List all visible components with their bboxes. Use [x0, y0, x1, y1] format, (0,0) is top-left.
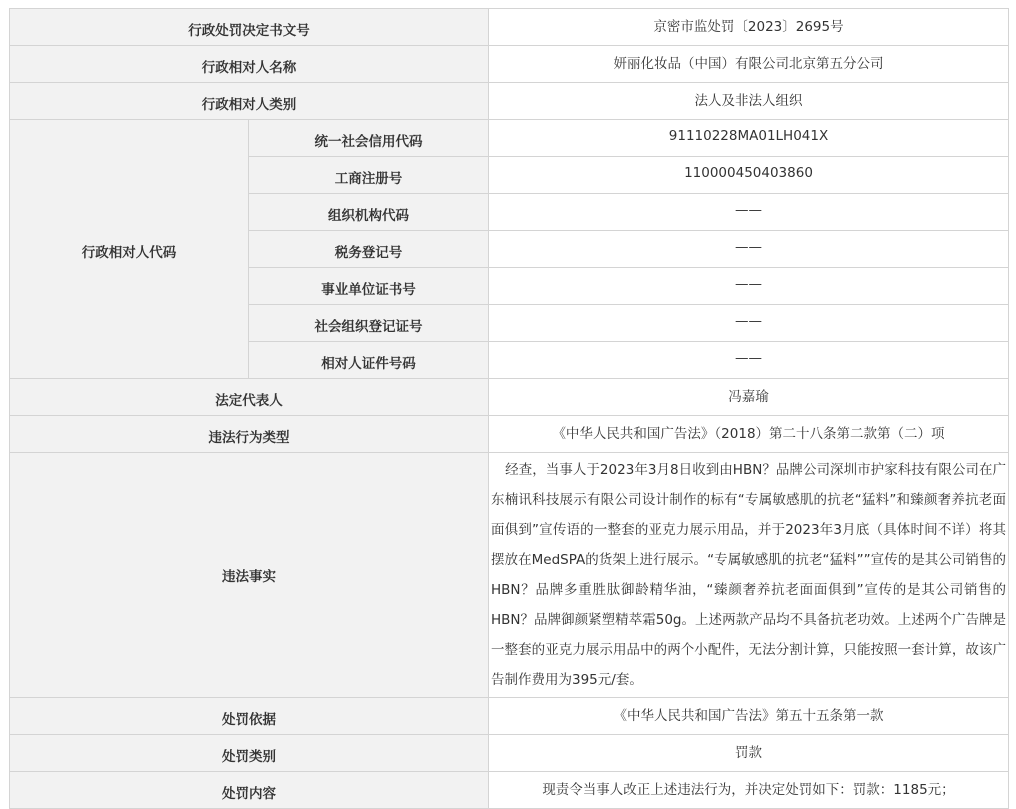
social-org-reg-no-value: —— [489, 305, 1009, 342]
credit-code-label: 统一社会信用代码 [249, 120, 489, 157]
party-type-label: 行政相对人类别 [10, 83, 489, 120]
row-violation-type [10, 416, 1009, 453]
org-code-value: —— [489, 194, 1009, 231]
party-name-value: 妍丽化妆品（中国）有限公司北京第五分公司 [489, 46, 1009, 83]
violation-facts-label: 违法事实 [10, 453, 489, 698]
row-penalty-type [10, 735, 1009, 772]
row-penalty-basis [10, 698, 1009, 735]
penalty-basis-value: 《中华人民共和国广告法》第五十五条第一款 [489, 698, 1009, 735]
business-reg-no-value: 110000450403860 [489, 157, 1009, 194]
party-id-no-value: —— [489, 342, 1009, 379]
tax-reg-no-value: —— [489, 231, 1009, 268]
party-code-label: 行政相对人代码 [10, 120, 249, 379]
legal-rep-label: 法定代表人 [10, 379, 489, 416]
party-id-no-label: 相对人证件号码 [249, 342, 489, 379]
legal-rep-value: 冯嘉瑜 [489, 379, 1009, 416]
decision-no-label: 行政处罚决定书文号 [10, 9, 489, 46]
decision-no-value: 京密市监处罚〔2023〕2695号 [489, 9, 1009, 46]
violation-facts-text: 经查，当事人于2023年3月8日收到由HBN？品牌公司深圳市护家科技有限公司在广东楠讯科技展示有限公司设计制作的标有“专属敏感肌的抗老“猛料”和臻颜奢养抗老面面俱到”宣传语的一整套的亚克力展示用品，并于2023年3月底（具体时间不详）将其摆放在MedSPA的货架上进行展示。“专属敏感肌的抗老“猛料””宣传的是其公司销售的HBN？品牌多重胜肽御龄精华油，“臻颜奢养抗老面面俱到”宣传的是其公司销售的HBN？品牌御颜紧塑精萃霜50g。上述两款产品均不具备抗老功效。上述两个广告牌是一整套的亚克力展示用品中的两个小配件，无法分割计算，只能按照一套计算，故该广告制作费用为395元/套。 [491, 462, 1006, 688]
penalty-content-label: 处罚内容 [10, 772, 489, 809]
penalty-basis-label: 处罚依据 [10, 698, 489, 735]
violation-facts-value [489, 453, 1009, 698]
business-reg-no-label: 工商注册号 [249, 157, 489, 194]
penalty-type-label: 处罚类别 [10, 735, 489, 772]
violation-type-value: 《中华人民共和国广告法》（2018）第二十八条第二款第（二）项 [489, 416, 1009, 453]
institution-cert-no-label: 事业单位证书号 [249, 268, 489, 305]
penalty-info-table [9, 8, 1009, 809]
penalty-content-value: 现责令当事人改正上述违法行为，并决定处罚如下：罚款：1185元； [489, 772, 1009, 809]
penalty-type-value: 罚款 [489, 735, 1009, 772]
party-type-value: 法人及非法人组织 [489, 83, 1009, 120]
org-code-label: 组织机构代码 [249, 194, 489, 231]
row-violation-facts [10, 453, 1009, 698]
institution-cert-no-value: —— [489, 268, 1009, 305]
row-credit-code [10, 120, 1009, 157]
party-name-label: 行政相对人名称 [10, 46, 489, 83]
social-org-reg-no-label: 社会组织登记证号 [249, 305, 489, 342]
violation-type-label: 违法行为类型 [10, 416, 489, 453]
row-legal-rep [10, 379, 1009, 416]
row-party-name [10, 46, 1009, 83]
row-decision-no [10, 9, 1009, 46]
row-party-type [10, 83, 1009, 120]
credit-code-value: 91110228MA01LH041X [489, 120, 1009, 157]
row-penalty-content [10, 772, 1009, 809]
tax-reg-no-label: 税务登记号 [249, 231, 489, 268]
